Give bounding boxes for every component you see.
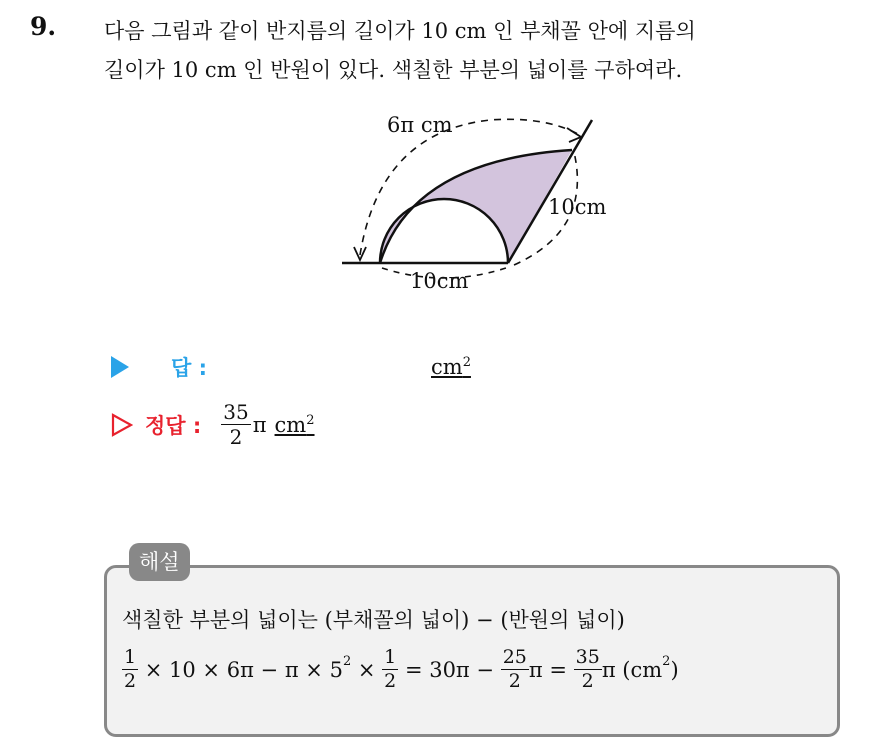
correct-fraction [221,400,250,449]
solution-frac-1 [122,646,138,693]
f3-num: 25 [502,646,527,668]
f1-num: 1 [124,646,137,668]
diameter-label: 10cm [410,269,469,293]
f4-num: 35 [575,646,600,668]
question-number: 9. [30,12,57,41]
answer-row [111,352,471,382]
solution-frac-4 [574,646,602,693]
f2-num: 1 [384,646,397,668]
answer-unit-exp: 2 [462,355,471,370]
solution-expr-1: × 10 × 6π − π × 5 [138,657,343,682]
solution-line-1: 색칠한 부분의 넓이는 (부채꼴의 넓이) − (반원의 넓이) [122,608,625,632]
correct-pi: π [252,412,267,437]
f2-den: 2 [384,670,397,692]
arc-length-label: 6π cm [387,113,453,137]
correct-num: 35 [223,400,249,424]
correct-den: 2 [229,425,243,449]
play-triangle-icon [111,356,129,378]
outline-triangle-icon [111,413,133,437]
radius-label: 10cm [548,195,607,219]
correct-answer-row [111,400,315,449]
solution-exp: 2 [342,654,352,669]
correct-label: 정답 : [145,413,202,438]
correct-unit-exp: 2 [306,412,315,428]
solution-end-close: ) [670,657,679,682]
f4-den: 2 [581,670,594,692]
solution-expr-4: π = [528,657,574,682]
f1-den: 2 [124,670,137,692]
solution-frac-2 [382,646,398,693]
answer-label: 답 : [171,356,207,380]
question-line-2: 길이가 10 cm 인 반원이 있다. 색칠한 부분의 넓이를 구하여라. [104,58,683,82]
correct-unit-text: cm [274,412,307,437]
sector-figure [330,110,650,305]
answer-unit-text: cm [431,355,463,379]
solution-expr-2: × [351,657,383,682]
question-text [104,12,864,90]
solution-expr-end: π (cm [601,657,663,682]
solution-line-2 [122,646,679,693]
solution-tag: 해설 [129,543,190,581]
answer-blank-unit[interactable] [431,355,471,379]
solution-frac-3 [501,646,529,693]
correct-unit [275,413,315,437]
question-line-1: 다음 그림과 같이 반지름의 길이가 10 cm 인 부채꼴 안에 지름의 [104,19,696,43]
f3-den: 2 [508,670,521,692]
solution-expr-3: = 30π − [398,657,501,682]
solution-end-exp: 2 [662,654,671,669]
